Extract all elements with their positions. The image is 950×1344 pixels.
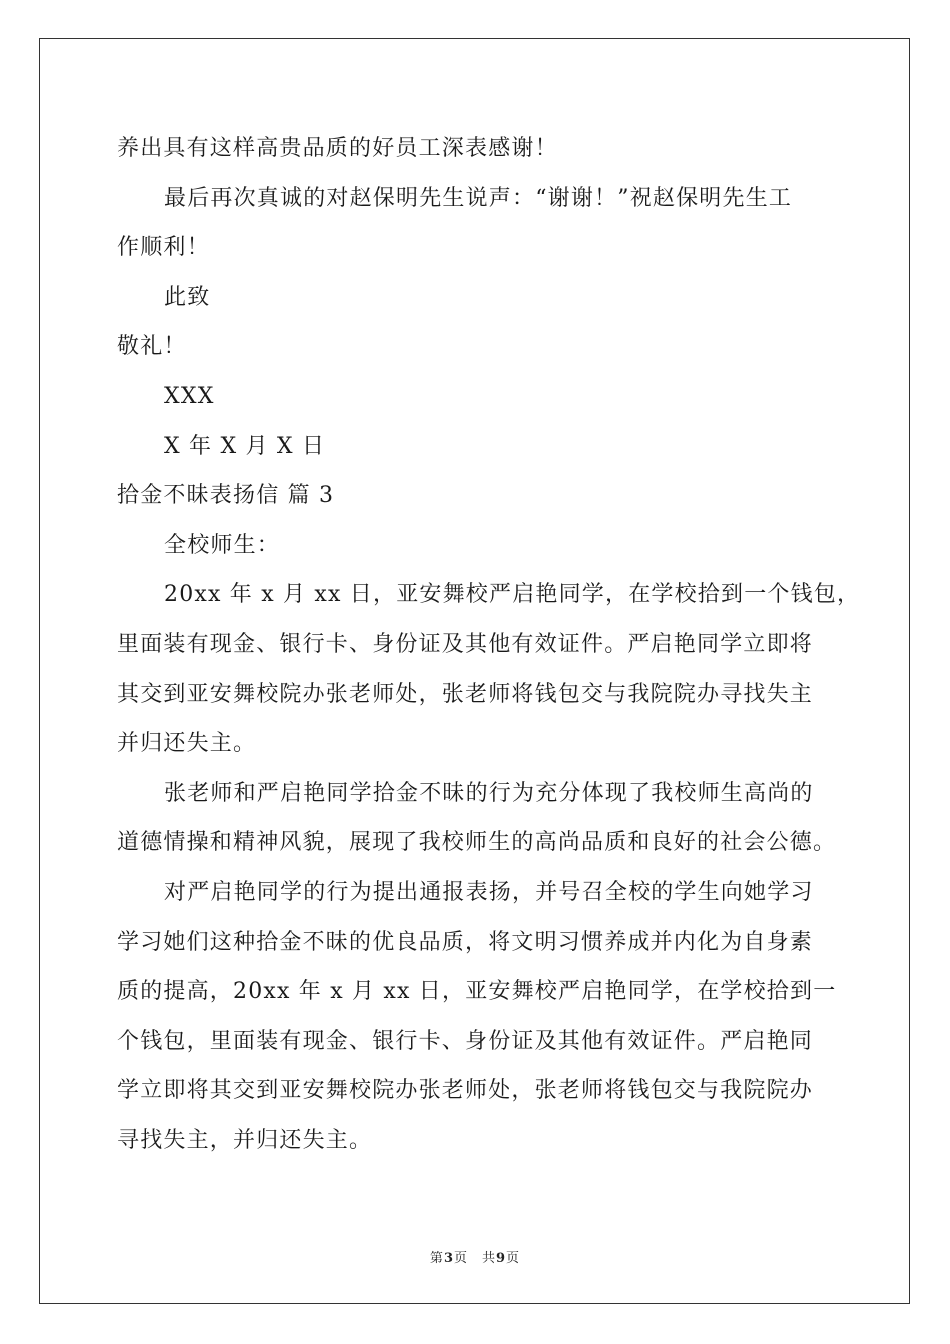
closing-salute: 敬礼！	[117, 334, 187, 360]
page-number	[0, 1247, 950, 1266]
text-line: 张老师和严启艳同学拾金不昧的行为充分体现了我校师生高尚的	[164, 780, 814, 806]
text-line: 并归还失主。	[117, 731, 257, 757]
page-number-prefix: 第	[429, 1251, 444, 1266]
page-number-current: 3	[443, 1251, 454, 1266]
text-line: 作顺利！	[117, 235, 210, 261]
signature: XXX	[164, 383, 215, 409]
text-line: 养出具有这样高贵品质的好员工深表感谢！	[117, 136, 558, 161]
text-line: 寻找失主，并归还失主。	[117, 1127, 373, 1153]
text-line: 最后再次真诚的对赵保明先生说声：“谢谢！”祝赵保明先生工	[164, 185, 793, 211]
text-line: 学立即将其交到亚安舞校院办张老师处，张老师将钱包交与我院院办	[117, 1078, 814, 1104]
text-line: 学习她们这种拾金不昧的优良品质，将文明习惯养成并内化为自身素	[117, 929, 814, 955]
salutation: 全校师生：	[164, 532, 281, 558]
page-number-total: 9	[496, 1251, 507, 1266]
document-body	[117, 124, 861, 1165]
text-line: 道德情操和精神风貌，展现了我校师生的高尚品质和良好的社会公德。	[117, 830, 837, 856]
text-line: 20xx 年 x 月 xx 日，亚安舞校严启艳同学，在学校拾到一个钱包，	[164, 582, 861, 608]
page-number-suffix: 页	[506, 1251, 521, 1266]
closing-phrase: 此致	[164, 284, 211, 310]
text-line: 个钱包，里面装有现金、银行卡、身份证及其他有效证件。严启艳同	[117, 1028, 814, 1054]
text-line: 对严启艳同学的行为提出通报表扬，并号召全校的学生向她学习	[164, 879, 814, 905]
page-number-mid: 页 共	[453, 1251, 496, 1266]
date-line: X 年 X 月 X 日	[164, 433, 326, 459]
section-heading: 拾金不昧表扬信 篇 3	[117, 483, 335, 509]
text-line: 其交到亚安舞校院办张老师处，张老师将钱包交与我院院办寻找失主	[117, 681, 814, 707]
text-line: 质的提高，20xx 年 x 月 xx 日，亚安舞校严启艳同学，在学校拾到一	[117, 979, 837, 1005]
text-line: 里面装有现金、银行卡、身份证及其他有效证件。严启艳同学立即将	[117, 631, 814, 657]
